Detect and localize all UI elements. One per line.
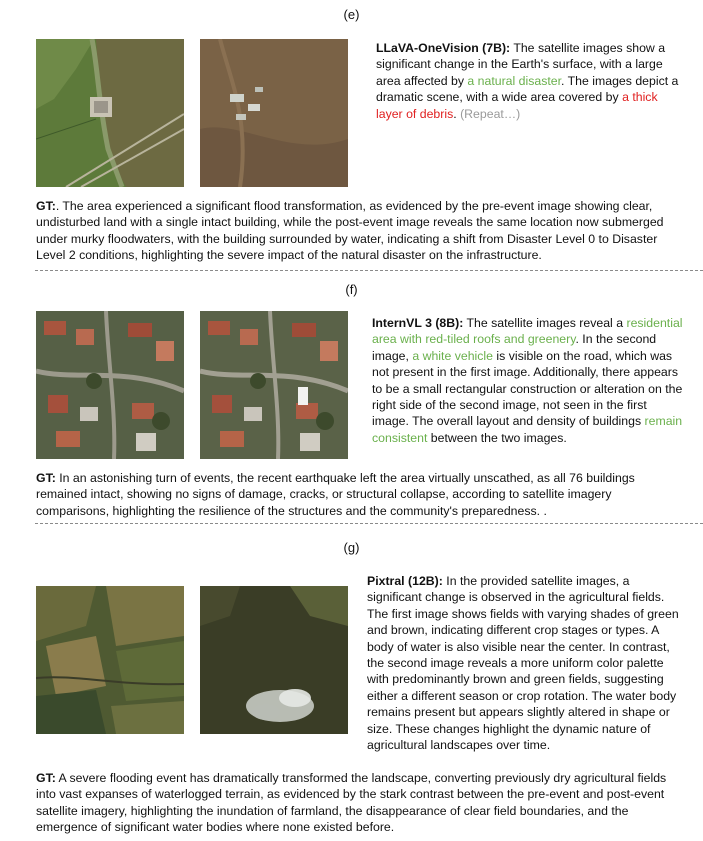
model-name: InternVL 3 (8B): xyxy=(372,316,464,330)
model-name: LLaVA-OneVision (7B): xyxy=(376,41,511,55)
repeat-note: (Repeat…) xyxy=(460,106,521,121)
ground-truth-f: GT: In an astonishing turn of events, the recent earthquake left the area virtually unscathed, as all 76 buildings remained intact, showing no signs of damage, cracks, or structural collapse, according to satellite imagery comparisons, highlighting the resilience of the structures and the community's preparedness. . xyxy=(36,471,635,518)
correct-highlight: remain consistent xyxy=(372,414,683,445)
correct-highlight: a white vehicle xyxy=(412,348,493,363)
post-event-image-f xyxy=(200,311,348,459)
pre-event-image-f xyxy=(36,311,184,459)
pre-event-image-e xyxy=(36,39,184,187)
correct-highlight: residential area with red-tiled roofs and greenery xyxy=(372,316,683,347)
ground-truth-g: GT: A severe flooding event has dramatically transformed the landscape, converting previously dry agricultural fields into vast expanses of waterlogged terrain, as evidenced by the stark contrast between the pre-event and post-event satellite imagery, highlighting the inundation of farmland, the disappearance of clear field boundaries, and the emergence of significant water bodies where none existed before. xyxy=(36,771,667,835)
hallucination-highlight: a thick layer of debris xyxy=(376,90,658,121)
gt-label: GT: xyxy=(36,471,56,485)
pre-event-image-g xyxy=(36,586,184,734)
section-divider xyxy=(35,523,703,524)
section-divider xyxy=(35,270,703,271)
gt-label: GT: xyxy=(36,771,56,785)
gt-label: GT: xyxy=(36,199,56,213)
correct-highlight: a natural disaster xyxy=(467,73,562,88)
model-description-f: InternVL 3 (8B): The satellite images reveal a residential area with red-tiled roofs and greenery. In the second image, a white vehicle is visible on the road, which was not present in the first image. Additionally, there appears to be a small rectangular construction or alteration on the right side of the second image, not seen in the first image. The overall layout and density of buildings remain consistent between the two images. xyxy=(372,316,683,445)
model-name: Pixtral (12B): xyxy=(367,574,443,588)
post-event-image-g xyxy=(200,586,348,734)
model-description-e: LLaVA-OneVision (7B): The satellite images show a significant change in the Earth's surface, with a large area affected by a natural disaster. The images depict a dramatic scene, with a wide area covered by a thick layer of debris. (Repeat…) xyxy=(376,41,679,121)
section-label-e: (e) xyxy=(343,7,360,22)
section-label-f: (f) xyxy=(345,282,358,297)
ground-truth-e: GT:. The area experienced a significant flood transformation, as evidenced by the pre-event image showing clear, undisturbed land with a single intact building, while the post-event image reveals the same location now submerged under murky floodwaters, with the building surrounded by water, indicating a shift from Disaster Level 0 to Disaster Level 2 conditions, highlighting the severe impact of the natural disaster on the infrastructure. xyxy=(36,199,664,263)
model-description-g: Pixtral (12B): In the provided satellite images, a significant change is observed in the agricultural fields. The first image shows fields with varying shades of green and brown, indicating different crop stages or types. A body of water is also visible near the center. In contrast, the second image reveals a more uniform color palette with predominantly brown and green fields, suggesting either a different season or crop rotation. The water body remains present but appears slightly altered in shape or size. These changes highlight the dynamic nature of agricultural landscapes over time. xyxy=(367,574,679,753)
post-event-image-e xyxy=(200,39,348,187)
section-label-g: (g) xyxy=(343,540,360,555)
